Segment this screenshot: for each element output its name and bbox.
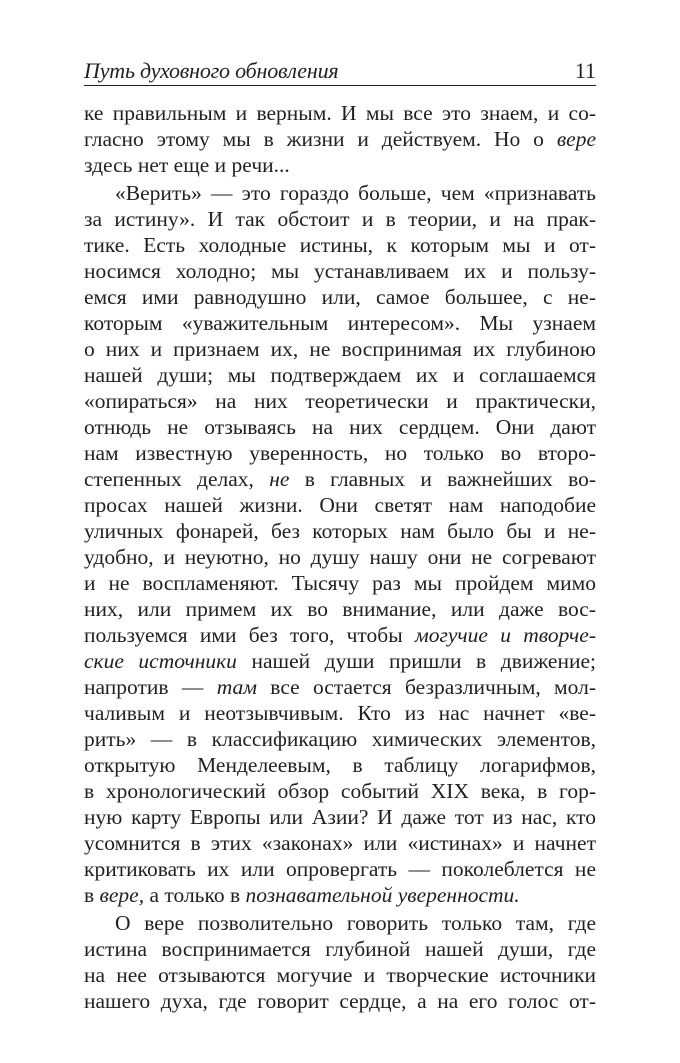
text-line: на нее отзываются могучие и творческие источники (84, 963, 596, 987)
text-line: которым «уважительным интересом». Мы узнаем (84, 311, 596, 335)
text-line: емся ими равнодушно или, самое большее, с не- (84, 285, 596, 309)
paragraph-first-line: О вере позволительно говорить только там, где (115, 911, 596, 935)
text-line: чаливым и неотзывчивым. Кто из нас начнет «ве- (84, 701, 596, 725)
text-line: них, или примем их во внимание, или даже вос- (84, 597, 596, 621)
text-line: ную карту Европы или Азии? И даже тот из нас, кто (84, 805, 596, 829)
text-line: критиковать их или опровергать — поколеблется не (84, 857, 596, 881)
text-line: отнюдь не отзываясь на них сердцем. Они дают (84, 415, 596, 439)
paragraph-first-line: «Верить» — это гораздо больше, чем «признавать (115, 181, 596, 205)
text-line: рить» — в классификацию химических элементов, (84, 727, 596, 751)
text-line: пользуемся ими без того, чтобы могучие и творче- (84, 623, 597, 647)
text-line: в хронологический обзор событий XIX века, в гор- (84, 779, 596, 803)
text-line: и не воспламеняют. Тысячу раз мы пройдем мимо (84, 571, 596, 595)
running-title: Путь духовного обновления (84, 58, 339, 83)
text-line: нашей души; мы подтверждаем их и соглашаемся (84, 363, 596, 387)
text-line: тике. Есть холодные истины, к которым мы и от- (84, 233, 596, 257)
text-line: уличных фонарей, без которых нам было бы и не- (84, 519, 596, 543)
text-line: ке правильным и верным. И мы все это знаем, и со- (84, 101, 596, 125)
text-line: нашего духа, где говорит сердце, а на его голос от- (84, 989, 596, 1013)
page-number: 11 (574, 58, 596, 83)
text-line: напротив — там все остается безразличным, мол- (84, 675, 596, 699)
text-line: за истину». И так обстоит и в теории, и на прак- (84, 207, 596, 231)
text-line: гласно этому мы в жизни и действуем. Но о вере (84, 127, 596, 151)
text-line: о них и признаем их, не воспринимая их глубиною (84, 337, 596, 361)
text-line: носимся холодно; мы устанавливаем их и пользу- (84, 259, 596, 283)
text-line: истина воспринимается глубиной нашей души, где (84, 937, 596, 961)
text-line: открытую Менделеевым, в таблицу логарифмов, (84, 753, 596, 777)
text-line: нам известную уверенность, но только во второ- (84, 441, 596, 465)
text-line: усомнится в этих «законах» или «истинах» и начнет (84, 831, 596, 855)
text-line: ские источники нашей души пришли в движение; (84, 649, 596, 673)
text-line: удобно, и неуютно, но душу нашу они не согревают (84, 545, 596, 569)
text-line: просах нашей жизни. Они светят нам наподобие (84, 493, 596, 517)
text-line: степенных делах, не в главных и важнейших во- (84, 467, 596, 491)
text-line: в вере, а только в познавательной уверенности. (84, 883, 520, 907)
text-line: «опираться» на них теоретически и практически, (84, 389, 596, 413)
text-line: здесь нет еще и речи... (84, 153, 290, 177)
running-head (84, 55, 596, 86)
